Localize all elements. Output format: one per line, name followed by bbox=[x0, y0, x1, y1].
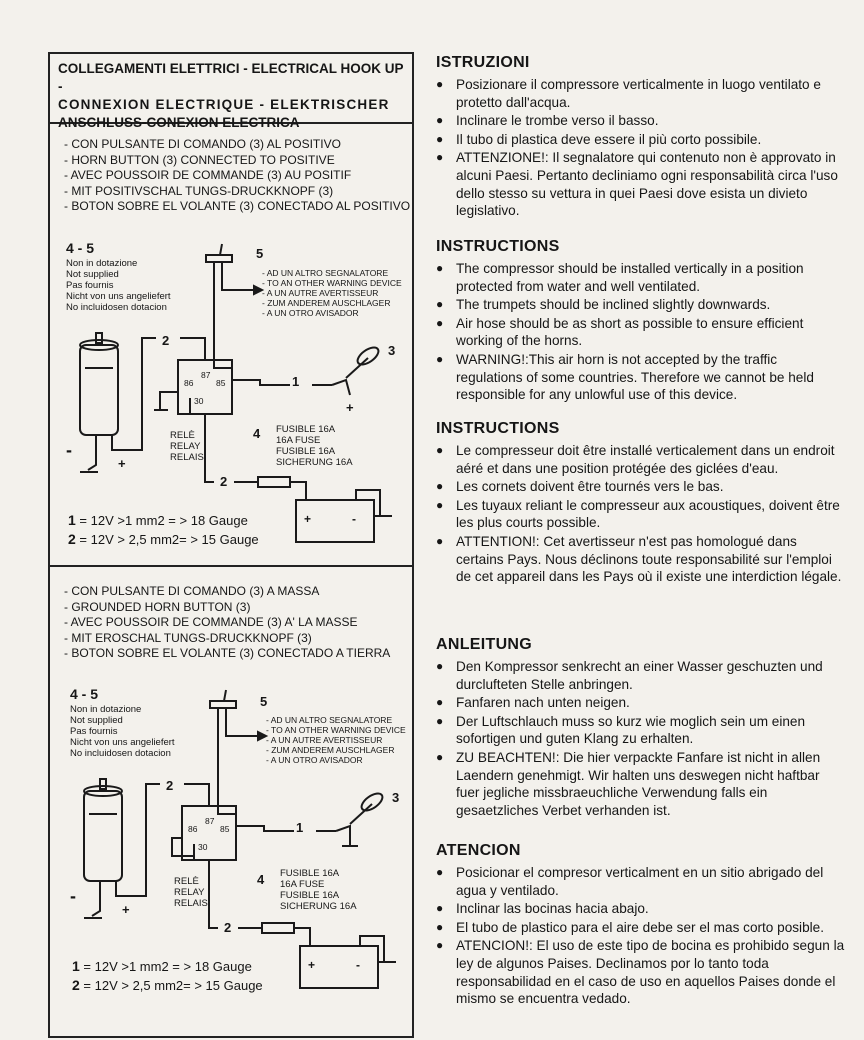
horn-button-icon bbox=[359, 790, 386, 814]
not-supplied-line: No incluidosen dotacion bbox=[66, 302, 167, 313]
pin-87: 87 bbox=[205, 816, 215, 826]
label-3: 3 bbox=[392, 790, 400, 805]
minus-label: - bbox=[66, 440, 72, 460]
label-1: 1 bbox=[296, 820, 304, 835]
label-2b: 2 bbox=[220, 474, 228, 489]
title-line: COLLEGAMENTI ELETTRICI - ELECTRICAL HOOK UP - bbox=[58, 61, 404, 94]
not-supplied-line: Nicht von uns angeliefert bbox=[66, 291, 171, 302]
battery-minus: - bbox=[356, 958, 360, 972]
pin-85: 85 bbox=[216, 378, 226, 388]
fuse-icon bbox=[262, 923, 294, 933]
not-supplied-line: Not supplied bbox=[66, 269, 119, 280]
not-supplied-line: Nicht von uns angeliefert bbox=[70, 737, 175, 748]
caption-line: - AVEC POUSSOIR DE COMMANDE (3) AU POSITIF bbox=[64, 168, 352, 183]
section-title: INSTRUCTIONS bbox=[436, 420, 560, 437]
section-anleitung bbox=[436, 636, 846, 820]
instruction-item: ● Inclinare le trombe verso il basso. bbox=[436, 112, 846, 130]
label-4-5: 4 - 5 bbox=[66, 240, 95, 256]
relay-line: RELAIS bbox=[170, 452, 204, 463]
instruction-item: ● Der Luftschlauch muss so kurz wie moglich sein um einen sofortigen und guten Klang zu erhalten. bbox=[436, 713, 846, 748]
instruction-item: ● El tubo de plastico para el aire debe ser el mas corto posible. bbox=[436, 919, 846, 937]
instruction-item: ● Den Kompressor senkrecht an einer Wasser geschuzten und durclufteten Stelle anbringen. bbox=[436, 658, 846, 693]
instruction-item: ● ATTENZIONE!: Il segnalatore qui contenuto non è approvato in alcuni Paesi. Pertanto decliniamo ogni responsabilità circa l'uso dello stesso su vettura in quei Paesi dove esista un divieto legislativo. bbox=[436, 149, 846, 219]
caption-line: - AVEC POUSSOIR DE COMMANDE (3) A' LA MASSE bbox=[64, 615, 358, 630]
not-supplied-line: No incluidosen dotacion bbox=[70, 748, 171, 759]
section-title: INSTRUCTIONS bbox=[436, 238, 560, 255]
caption-line: - BOTON SOBRE EL VOLANTE (3) CONECTADO AL POSITIVO bbox=[64, 199, 411, 214]
section-instructions-en bbox=[436, 238, 846, 405]
label-4: 4 bbox=[257, 872, 265, 887]
pin-30: 30 bbox=[198, 842, 208, 852]
section-title: ANLEITUNG bbox=[436, 636, 533, 653]
pin-30: 30 bbox=[194, 396, 204, 406]
warning-line: - A UN AUTRE AVERTISSEUR bbox=[262, 288, 379, 298]
fuse-line: FUSIBLE 16A bbox=[276, 446, 336, 457]
pin-87: 87 bbox=[201, 370, 211, 380]
warning-line: - TO AN OTHER WARNING DEVICE bbox=[262, 278, 402, 288]
fuse-line: SICHERUNG 16A bbox=[280, 901, 357, 912]
not-supplied-line: Non in dotazione bbox=[66, 258, 138, 269]
plus-label: + bbox=[122, 902, 130, 917]
fuse-line: SICHERUNG 16A bbox=[276, 457, 353, 468]
battery-plus: + bbox=[304, 512, 312, 526]
label-2b: 2 bbox=[224, 920, 232, 935]
not-supplied-line: Pas fournis bbox=[70, 726, 118, 737]
section-atencion bbox=[436, 842, 846, 1009]
instruction-item: ● Inclinar las bocinas hacia abajo. bbox=[436, 900, 846, 918]
not-supplied-line: Non in dotazione bbox=[70, 704, 142, 715]
instruction-item: ● The trumpets should be inclined slightly downwards. bbox=[436, 296, 846, 314]
title-line: ANSCHLUSS-CONEXION ELECTRICA bbox=[58, 115, 300, 130]
warning-line: - AD UN ALTRO SEGNALATORE bbox=[266, 715, 393, 725]
switch-icon bbox=[206, 255, 232, 262]
not-supplied-line: Not supplied bbox=[70, 715, 123, 726]
fuse-icon bbox=[258, 477, 290, 487]
switch-icon bbox=[210, 701, 236, 708]
section-title: ISTRUZIONI bbox=[436, 54, 530, 71]
warning-line: - ZUM ANDEREM AUSCHLAGER bbox=[262, 298, 391, 308]
not-supplied-line: Pas fournis bbox=[66, 280, 114, 291]
formula-number: 1 bbox=[72, 958, 80, 974]
minus-label: - bbox=[70, 886, 76, 906]
instruction-item: ● Posizionare il compressore verticalmente in luogo ventilato e protetto dall'acqua. bbox=[436, 76, 846, 111]
relay-line: RELAIS bbox=[174, 898, 208, 909]
section-instructions-fr bbox=[436, 420, 846, 587]
warning-line: - TO AN OTHER WARNING DEVICE bbox=[266, 725, 406, 735]
formula-text: = 12V >1 mm2 = > 18 Gauge bbox=[83, 959, 252, 974]
plus-label: + bbox=[118, 456, 126, 471]
battery-plus: + bbox=[308, 958, 316, 972]
label-5: 5 bbox=[256, 246, 264, 261]
section-istruzioni bbox=[436, 54, 846, 221]
caption-line: - BOTON SOBRE EL VOLANTE (3) CONECTADO A TIERRA bbox=[64, 646, 391, 661]
pin-86: 86 bbox=[188, 824, 198, 834]
caption-line: - CON PULSANTE DI COMANDO (3) A MASSA bbox=[64, 584, 320, 598]
fuse-line: FUSIBLE 16A bbox=[276, 424, 336, 435]
label-3: 3 bbox=[388, 343, 396, 358]
compressor-icon bbox=[80, 345, 118, 435]
instruction-item: ● ATTENTION!: Cet avertisseur n'est pas homologué dans certains Pays. Nous déclinons toute responsabilité sur l'emploi de cet appareil dans les Pays où il existe une interdiction légale. bbox=[436, 533, 846, 586]
battery-minus: - bbox=[352, 512, 356, 526]
relay-line: RELAY bbox=[170, 441, 201, 452]
plus-label: + bbox=[346, 400, 354, 415]
label-2: 2 bbox=[162, 333, 170, 348]
instruction-item: ● Le compresseur doit être installé verticalement dans un endroit aéré et dans une position protégée des giclées d'eau. bbox=[436, 442, 846, 477]
label-4: 4 bbox=[253, 426, 261, 441]
instruction-item: ● The compressor should be installed vertically in a position protected from water and well ventilated. bbox=[436, 260, 846, 295]
fuse-line: FUSIBLE 16A bbox=[280, 868, 340, 879]
pin-85: 85 bbox=[220, 824, 230, 834]
relay-line: RELAY bbox=[174, 887, 205, 898]
relay-line: RELÈ bbox=[170, 430, 195, 441]
label-5: 5 bbox=[260, 694, 268, 709]
caption-line: - MIT EROSCHAL TUNGS-DRUCKKNOPF (3) bbox=[64, 630, 312, 645]
fuse-line: 16A FUSE bbox=[276, 435, 321, 446]
formula-text: = 12V > 2,5 mm2= > 15 Gauge bbox=[83, 978, 263, 993]
warning-line: - A UN AUTRE AVERTISSEUR bbox=[266, 735, 383, 745]
instruction-item: ● Les tuyaux reliant le compresseur aux acoustiques, doivent être les plus courts possible. bbox=[436, 497, 846, 532]
fuse-line: FUSIBLE 16A bbox=[280, 890, 340, 901]
title-line: CONNEXION ELECTRIQUE - ELEKTRISCHER bbox=[58, 97, 390, 112]
warning-line: - A UN OTRO AVISADOR bbox=[262, 308, 359, 318]
formula-number: 2 bbox=[72, 977, 80, 993]
caption-line: - GROUNDED HORN BUTTON (3) bbox=[64, 599, 251, 614]
pin-86: 86 bbox=[184, 378, 194, 388]
horn-button-icon bbox=[355, 344, 382, 368]
instruction-item: ● WARNING!:This air horn is not accepted by the traffic regulations of some countries. Therefore we cannot be held responsible for any unlowful use of this device. bbox=[436, 351, 846, 404]
warning-line: - A UN OTRO AVISADOR bbox=[266, 755, 363, 765]
fuse-line: 16A FUSE bbox=[280, 879, 325, 890]
caption-line: - CON PULSANTE DI COMANDO (3) AL POSITIVO bbox=[64, 137, 341, 151]
instruction-item: ● ATENCION!: El uso de este tipo de bocina es prohibido segun la ley de algunos Paises. Declinamos por lo tanto toda responsabilidad en el caso de uso en aquellos Paises donde el mismo se encuentra vedado. bbox=[436, 937, 846, 1007]
label-1: 1 bbox=[292, 374, 300, 389]
instruction-item: ● Posicionar el compresor verticalment en un sitio abrigado del agua y ventilado. bbox=[436, 864, 846, 899]
wiring-diagram-ground bbox=[84, 690, 396, 988]
caption-line: - MIT POSITIVSCHAL TUNGS-DRUCKKNOPF (3) bbox=[64, 183, 334, 198]
relay-line: RELÈ bbox=[174, 876, 199, 887]
section-title: ATENCION bbox=[436, 842, 521, 859]
instruction-item: ● Fanfaren nach unten neigen. bbox=[436, 694, 846, 712]
warning-line: - AD UN ALTRO SEGNALATORE bbox=[262, 268, 389, 278]
instruction-item: ● ZU BEACHTEN!: Die hier verpackte Fanfare ist nicht in allen Laendern genehmigt. Wir halten uns deswegen nicht haftbar fuer jegliche missbraeuchliche Verwendung falls ein gesaetzliches Verbet verhanden ist. bbox=[436, 749, 846, 819]
formula-text: = 12V >1 mm2 = > 18 Gauge bbox=[79, 513, 248, 528]
compressor-icon bbox=[84, 791, 122, 881]
label-2: 2 bbox=[166, 778, 174, 793]
instruction-item: ● Air hose should be as short as possible to ensure efficient working of the horns. bbox=[436, 315, 846, 350]
instruction-item: ● Les cornets doivent être tournés vers le bas. bbox=[436, 478, 846, 496]
label-4-5: 4 - 5 bbox=[70, 686, 99, 702]
wiring-diagram-positive bbox=[80, 244, 392, 542]
caption-line: - HORN BUTTON (3) CONNECTED TO POSITIVE bbox=[64, 152, 335, 167]
formula-number: 2 bbox=[68, 531, 76, 547]
formula-number: 1 bbox=[68, 512, 76, 528]
formula-text: = 12V > 2,5 mm2= > 15 Gauge bbox=[79, 532, 259, 547]
warning-line: - ZUM ANDEREM AUSCHLAGER bbox=[266, 745, 395, 755]
instruction-item: ● Il tubo di plastica deve essere il più corto possibile. bbox=[436, 131, 846, 149]
